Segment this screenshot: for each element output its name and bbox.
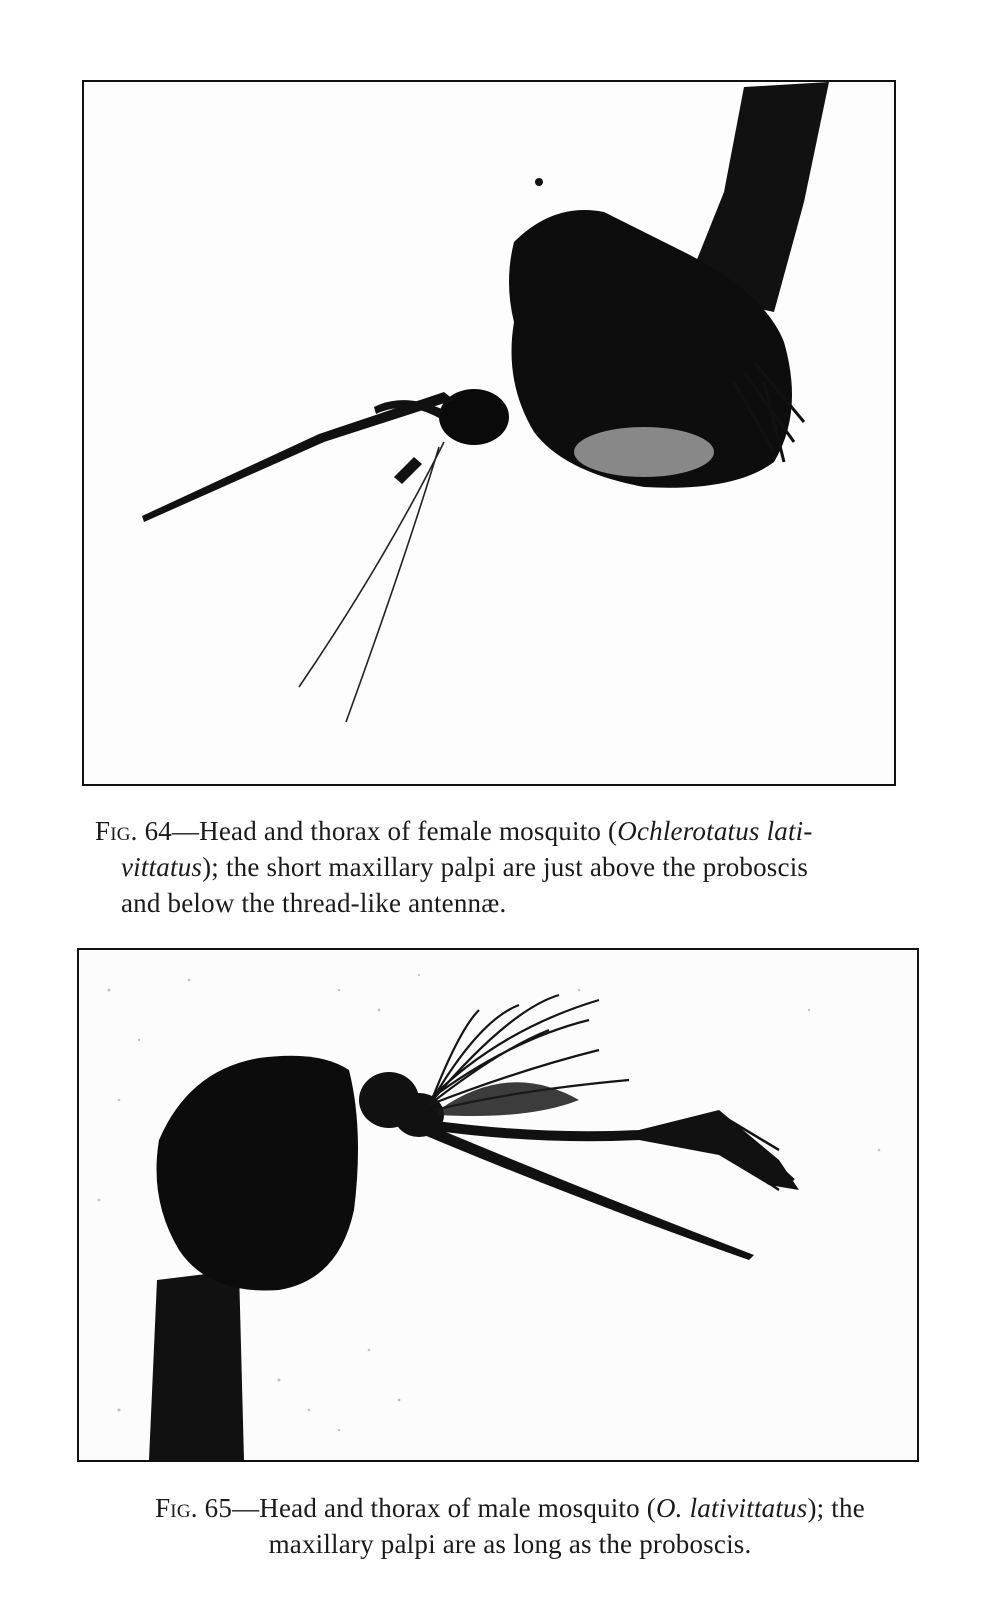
caption-text: and below the thread-like antennæ. [121,888,507,918]
female-mosquito-image [84,82,894,784]
caption-text: ); the [807,1493,865,1523]
male-mosquito-image [79,950,917,1460]
figure-64-photo [82,80,896,786]
caption-text: Head and thorax of male mosquito ( [259,1493,656,1523]
thorax-highlight [574,427,714,477]
mounting-stalk [149,1270,244,1460]
caption-text: maxillary palpi are as long as the proboscis. [268,1529,752,1559]
caption-dash: — [171,816,200,846]
species-name-cont: vittatus [121,852,203,882]
figure-65-caption [70,1490,950,1562]
species-name: Ochlerotatus lati- [617,816,813,846]
species-name: O. lativittatus [655,1493,808,1523]
figure-65-label: Fig. 65 [155,1493,233,1523]
figure-65-photo [77,948,919,1462]
caption-dash: — [232,1493,260,1523]
caption-text: ); the short maxillary palpi are just above the proboscis [202,852,809,882]
figure-64-label: Fig. 64 [95,816,172,846]
caption-text: Head and thorax of female mosquito ( [199,816,618,846]
figure-64-caption [95,813,925,921]
